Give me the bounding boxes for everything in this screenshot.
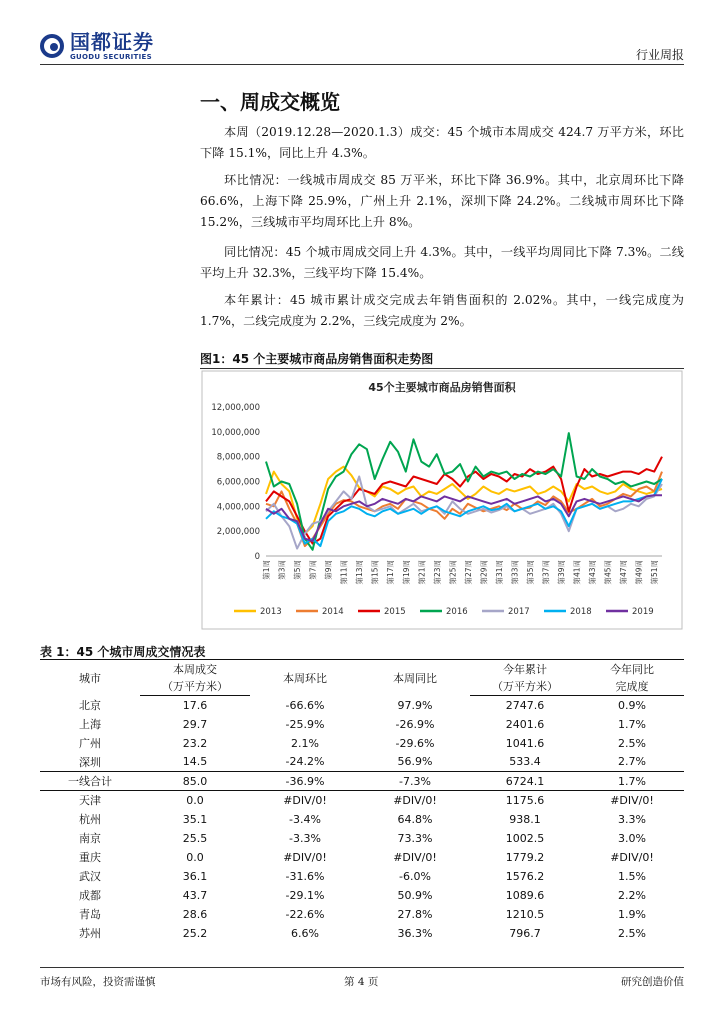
cell-wow: -3.4% xyxy=(289,812,321,826)
x-tick-label: 第27周 xyxy=(463,560,473,585)
legend-label-2014: 2014 xyxy=(322,607,344,617)
x-tick-label: 第7周 xyxy=(308,560,318,580)
cell-weekly-volume: 29.7 xyxy=(182,717,208,731)
col-header-ytd: 今年累计 xyxy=(470,660,580,678)
cell-ytd-completion: 1.5% xyxy=(618,869,646,883)
cell-yoy: 97.9% xyxy=(397,698,433,712)
y-tick-label: 6,000,000 xyxy=(216,477,260,488)
cell-ytd: 6724.1 xyxy=(470,772,580,791)
cell-weekly-volume: 28.6 xyxy=(182,907,208,921)
cell-yoy: -29.6% xyxy=(395,736,435,750)
cell-city: 杭州 xyxy=(79,813,101,826)
legend-label-2016: 2016 xyxy=(446,607,468,617)
x-tick-label: 第49周 xyxy=(634,560,644,585)
cell-ytd-completion: 2.5% xyxy=(618,736,646,750)
paragraph-ytd: 本年累计：45 城市累计成交完成去年销售面积的 2.02%。其中，一线完成度为 1.7%，二线完成度为 2.2%，三线完成度为 2%。 xyxy=(200,293,684,328)
cell-ytd: 1041.6 xyxy=(505,736,545,750)
col-header-weekly-volume: 本周成交 xyxy=(140,660,250,678)
x-tick-label: 第41周 xyxy=(572,560,582,585)
col-header-wow: 本周环比 xyxy=(250,660,360,696)
col-header-ytd-unit: （万平方米） xyxy=(470,678,580,696)
cell-ytd: 1002.5 xyxy=(505,831,545,845)
cell-ytd: 1210.5 xyxy=(505,907,545,921)
cell-yoy: -7.3% xyxy=(360,772,470,791)
y-tick-label: 4,000,000 xyxy=(216,502,260,513)
x-tick-label: 第17周 xyxy=(386,560,396,585)
cell-weekly-volume: 85.0 xyxy=(140,772,250,791)
cell-city: 深圳 xyxy=(79,755,101,769)
section-title: 一、周成交概览 xyxy=(200,90,340,114)
table-row xyxy=(40,715,684,734)
footer-disclaimer: 市场有风险，投资需谨慎 xyxy=(40,976,156,988)
paragraph-weekly-summary: 本周（2019.12.28—2020.1.3）成交：45 个城市本周成交 424.7 万平方米，环比下降 15.1%，同比上升 4.3%。 xyxy=(200,125,684,160)
report-type-label: 行业周报 xyxy=(635,48,684,62)
cell-city: 上海 xyxy=(79,718,101,731)
table-row xyxy=(40,696,684,715)
cell-weekly-volume: 0.0 xyxy=(186,793,204,807)
table-row xyxy=(40,848,684,867)
cell-ytd-completion: 1.9% xyxy=(618,907,646,921)
paragraph-yoy: 同比情况：45 个城市周成交同上升 4.3%。其中，一线平均周同比下降 7.3%。二线平均上升 32.3%，三线平均下降 15.4%。 xyxy=(200,245,684,280)
cell-weekly-volume: 25.2 xyxy=(182,926,208,940)
cell-weekly-volume: 43.7 xyxy=(182,888,208,902)
company-logo xyxy=(40,28,154,64)
x-tick-label: 第39周 xyxy=(557,560,567,585)
table-row xyxy=(40,924,684,943)
cell-ytd-completion: 1.7% xyxy=(618,717,646,731)
cell-ytd: 533.4 xyxy=(509,755,541,769)
col-header-city: 城市 xyxy=(40,660,140,696)
cell-city: 成都 xyxy=(79,889,101,902)
cell-ytd: 2401.6 xyxy=(505,717,545,731)
logo-name-cn: 国都证券 xyxy=(70,29,154,54)
x-tick-label: 第19周 xyxy=(401,560,411,585)
legend-label-2013: 2013 xyxy=(260,607,282,617)
cell-city: 重庆 xyxy=(79,851,101,864)
y-tick-label: 8,000,000 xyxy=(216,452,260,463)
col-header-ytd-yoy: 今年同比 xyxy=(580,660,684,678)
cell-ytd: 1175.6 xyxy=(505,793,545,807)
table-row xyxy=(40,791,684,810)
col-header-weekly-volume-unit: （万平方米） xyxy=(140,678,250,696)
cell-wow: -25.9% xyxy=(285,717,325,731)
footer-divider xyxy=(40,967,684,968)
header-divider xyxy=(40,64,684,65)
cell-yoy: -26.9% xyxy=(395,717,435,731)
cell-wow: -36.9% xyxy=(250,772,360,791)
cell-city: 一线合计 xyxy=(40,772,140,791)
cell-city: 天津 xyxy=(79,794,101,808)
cell-wow: -24.2% xyxy=(285,755,325,769)
cell-ytd: 796.7 xyxy=(509,926,541,940)
x-tick-label: 第3周 xyxy=(277,560,287,580)
city-transactions-table xyxy=(40,659,684,943)
chart-title: 45个主要城市商品房销售面积 xyxy=(368,381,516,394)
x-tick-label: 第9周 xyxy=(324,560,334,580)
x-tick-label: 第29周 xyxy=(479,560,489,585)
legend-label-2017: 2017 xyxy=(508,607,530,617)
cell-weekly-volume: 17.6 xyxy=(182,698,208,712)
x-tick-label: 第37周 xyxy=(541,560,551,585)
paragraph-wow: 环比情况：一线城市周成交 85 万平米，环比下降 36.9%。其中，北京周环比下降 66.6%，上海下降 25.9%，广州上升 2.1%，深圳下降 24.2%。二线城市周环比下降 15.2%，三线城市平均周环比上升 8%。 xyxy=(200,173,684,229)
x-tick-label: 第47周 xyxy=(619,560,629,585)
x-tick-label: 第15周 xyxy=(370,560,380,585)
cell-ytd: 938.1 xyxy=(509,812,541,826)
col-header-completion: 完成度 xyxy=(580,678,684,696)
x-tick-label: 第11周 xyxy=(339,560,349,585)
cell-ytd: 2747.6 xyxy=(505,698,545,712)
cell-ytd-completion: #DIV/0! xyxy=(610,850,654,864)
cell-city: 南京 xyxy=(79,832,101,845)
table-title: 表 1：45 个城市周成交情况表 xyxy=(40,645,206,659)
cell-yoy: 27.8% xyxy=(397,907,433,921)
chart-svg xyxy=(200,369,684,631)
y-tick-label: 10,000,000 xyxy=(211,427,260,438)
cell-ytd-completion: 2.5% xyxy=(618,926,646,940)
x-tick-label: 第35周 xyxy=(526,560,535,585)
logo-name-en: GUODU SECURITIES xyxy=(70,52,152,61)
page-header xyxy=(40,28,684,64)
cell-wow: -31.6% xyxy=(285,869,325,883)
cell-wow: -29.1% xyxy=(285,888,325,902)
cell-weekly-volume: 23.2 xyxy=(182,736,208,750)
table-row xyxy=(40,734,684,753)
x-tick-label: 第5周 xyxy=(293,560,303,580)
y-tick-label: 12,000,000 xyxy=(211,403,260,413)
cell-city: 武汉 xyxy=(79,870,101,883)
x-tick-label: 第23周 xyxy=(432,560,442,585)
figure-title: 图1：45 个主要城市商品房销售面积走势图 xyxy=(200,352,434,366)
cell-weekly-volume: 14.5 xyxy=(182,755,208,769)
cell-yoy: 73.3% xyxy=(397,831,433,845)
cell-ytd-completion: 0.9% xyxy=(618,698,646,712)
cell-city: 广州 xyxy=(79,737,101,750)
table-row xyxy=(40,905,684,924)
table-row xyxy=(40,753,684,772)
table-summary-row xyxy=(40,772,684,791)
cell-ytd-completion: 2.2% xyxy=(618,888,646,902)
table-row xyxy=(40,810,684,829)
cell-wow: #DIV/0! xyxy=(283,850,327,864)
y-tick-label: 0 xyxy=(254,552,260,562)
cell-wow: -22.6% xyxy=(285,907,325,921)
x-tick-label: 第33周 xyxy=(510,560,520,585)
cell-ytd: 1576.2 xyxy=(505,869,545,883)
x-tick-label: 第1周 xyxy=(262,560,271,580)
cell-city: 青岛 xyxy=(79,908,101,921)
logo-icon xyxy=(40,34,64,58)
legend-label-2019: 2019 xyxy=(632,607,654,617)
page-number: 第 4 页 xyxy=(344,976,379,988)
cell-ytd: 1089.6 xyxy=(505,888,545,902)
cell-ytd-completion: #DIV/0! xyxy=(610,793,654,807)
cell-weekly-volume: 0.0 xyxy=(186,850,204,864)
cell-ytd-completion: 3.3% xyxy=(618,812,646,826)
y-tick-label: 2,000,000 xyxy=(216,527,260,538)
x-tick-label: 第13周 xyxy=(355,560,365,585)
cell-wow: -3.3% xyxy=(289,831,321,845)
cell-yoy: -6.0% xyxy=(399,869,431,883)
cell-city: 北京 xyxy=(79,699,101,712)
cell-city: 苏州 xyxy=(79,927,101,940)
cell-yoy: #DIV/0! xyxy=(393,850,437,864)
cell-wow: #DIV/0! xyxy=(283,793,327,807)
cell-weekly-volume: 35.1 xyxy=(182,812,208,826)
cell-ytd-completion: 2.7% xyxy=(618,755,646,769)
col-header-yoy: 本周同比 xyxy=(360,660,470,696)
x-tick-label: 第51周 xyxy=(650,560,660,585)
cell-weekly-volume: 36.1 xyxy=(182,869,208,883)
footer-slogan: 研究创造价值 xyxy=(621,976,684,988)
table-row xyxy=(40,886,684,905)
cell-wow: -66.6% xyxy=(285,698,325,712)
table-row xyxy=(40,867,684,886)
x-tick-label: 第21周 xyxy=(417,560,427,585)
legend-label-2015: 2015 xyxy=(384,607,406,617)
cell-yoy: 50.9% xyxy=(397,888,433,902)
cell-ytd: 1779.2 xyxy=(505,850,545,864)
cell-ytd-completion: 1.7% xyxy=(580,772,684,791)
table-row xyxy=(40,829,684,848)
cell-wow: 2.1% xyxy=(291,736,319,750)
x-tick-label: 第45周 xyxy=(603,560,613,585)
cell-yoy: 36.3% xyxy=(397,926,433,940)
cell-yoy: #DIV/0! xyxy=(393,793,437,807)
cell-yoy: 56.9% xyxy=(397,755,433,769)
legend-label-2018: 2018 xyxy=(570,607,592,617)
x-tick-label: 第25周 xyxy=(448,560,458,585)
x-tick-label: 第43周 xyxy=(588,560,598,585)
line-chart xyxy=(200,369,684,631)
x-tick-label: 第31周 xyxy=(494,560,504,585)
cell-yoy: 64.8% xyxy=(397,812,433,826)
cell-weekly-volume: 25.5 xyxy=(182,831,208,845)
cell-ytd-completion: 3.0% xyxy=(618,831,646,845)
cell-wow: 6.6% xyxy=(291,926,319,940)
